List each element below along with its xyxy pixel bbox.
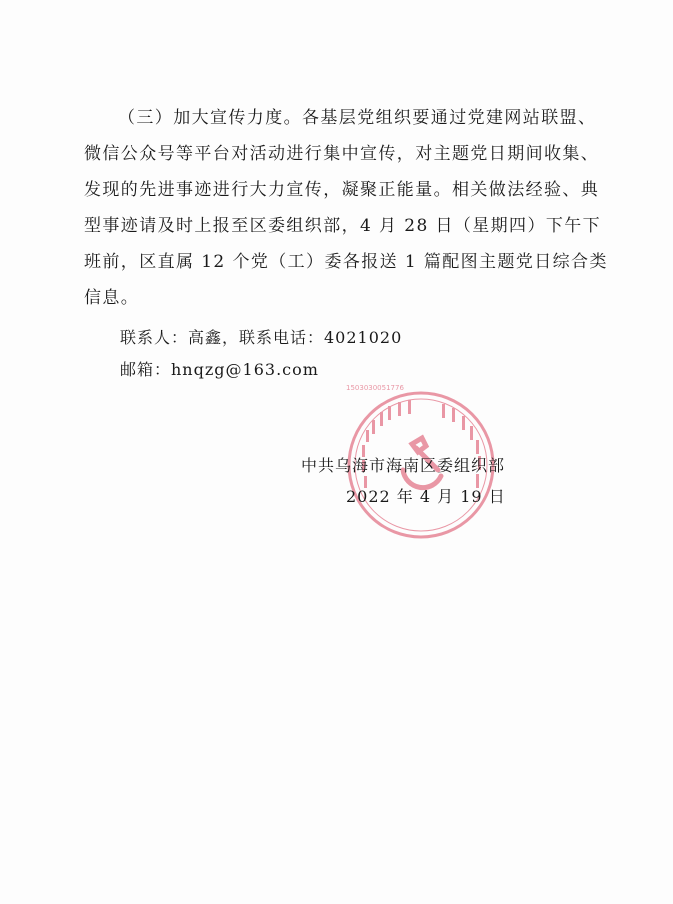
contact-phone: 联系人：高鑫，联系电话：4021020 (120, 328, 403, 347)
paragraph-line: 型事迹请及时上报至区委组织部，4 月 28 日（星期四）下午下 (84, 216, 602, 236)
body-paragraph (84, 100, 608, 316)
paragraph-line: 信息。 (84, 288, 140, 308)
paragraph-line: 发现的先进事迹进行大力宣传，凝聚正能量。相关做法经验、典 (84, 180, 600, 200)
paragraph-line: 班前，区直属 12 个党（工）委各报送 1 篇配图主题党日综合类 (84, 252, 608, 272)
contact-email: 邮箱：hnqzg@163.com (120, 360, 319, 379)
paragraph-line: （三）加大宣传力度。各基层党组织要通过党建网站联盟、 (118, 108, 597, 128)
issuing-organization: 中共乌海市海南区委组织部 (301, 456, 506, 475)
seal-serial: 1503030051776 (346, 384, 404, 392)
issue-date: 2022 年 4 月 19 日 (346, 487, 506, 506)
paragraph-line: 微信公众号等平台对活动进行集中宣传，对主题党日期间收集、 (84, 144, 600, 164)
